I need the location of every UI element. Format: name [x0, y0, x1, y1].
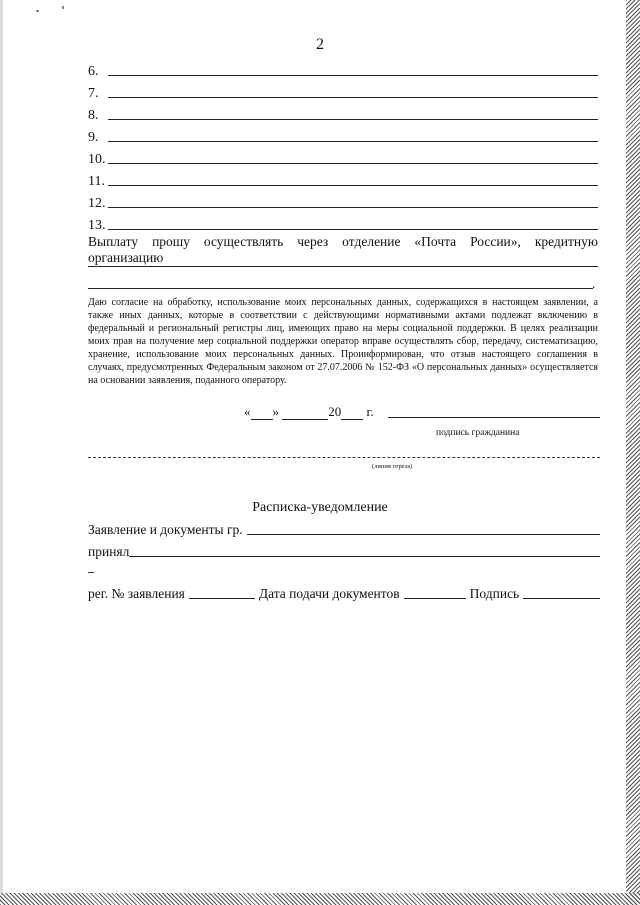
scan-edge-right: [626, 0, 640, 905]
date-row: [244, 404, 374, 420]
accepted-row: [88, 544, 600, 560]
numbered-line-13[interactable]: [88, 212, 598, 234]
payment-method-text: Выплату прошу осуществлять через отделение «Почта России», кредитную организацию: [88, 234, 598, 265]
period: .: [592, 276, 596, 291]
page-number: 2: [316, 36, 324, 53]
submission-date-label: Дата подачи документов: [258, 586, 400, 601]
payment-fill-line[interactable]: [88, 288, 593, 289]
numbered-line-8[interactable]: [88, 102, 598, 124]
numbered-line-10[interactable]: [88, 146, 598, 168]
line-number: 7.: [88, 86, 99, 101]
numbered-line-12[interactable]: [88, 190, 598, 212]
line-number: 6.: [88, 64, 99, 79]
signature-line[interactable]: [388, 417, 600, 418]
line-number: 12.: [88, 196, 106, 211]
reg-number-field[interactable]: [189, 598, 255, 599]
line-number: 11.: [88, 174, 105, 189]
fill-line[interactable]: [108, 163, 598, 164]
signature-caption: подпись гражданина: [436, 428, 520, 438]
fill-line[interactable]: [108, 75, 598, 76]
consent-paragraph: Даю согласие на обработку, использование моих персональных данных, содержащихся в настоящем заявлении, а также иных данных, которые в соответствии с действующими нормативными актами подлежат включению в федеральный и региональный регистры лиц, имеющих право на меры социальной поддержки. В целях реализации моих прав на получение мер социальной поддержки оператор вправе осуществлять сбор, передачу, систематизацию, хранение, использование моих персональных данных. Проинформирован, что отзыв настоящего соглашения в случаях, предусмотренных Федеральным законом от 27.07.2006 № 152-ФЗ «О персональных данных» осуществляется на основании заявления, поданного оператору.: [88, 297, 598, 386]
fill-line[interactable]: [108, 141, 598, 142]
numbered-line-9[interactable]: [88, 124, 598, 146]
receipt-signature-field[interactable]: [523, 598, 600, 599]
signature-label: Подпись: [469, 586, 520, 601]
month-field[interactable]: [282, 407, 328, 420]
fill-line[interactable]: [108, 97, 598, 98]
line-number: 13.: [88, 218, 106, 233]
year-field[interactable]: [341, 407, 363, 420]
day-field[interactable]: [251, 407, 273, 420]
line-number: 9.: [88, 130, 99, 145]
close-quote: »: [272, 404, 279, 419]
cut-caption: (линия отреза): [372, 463, 413, 470]
open-quote: «: [244, 404, 251, 419]
applicant-label: Заявление и документы гр.: [88, 522, 243, 537]
numbered-line-7[interactable]: [88, 80, 598, 102]
century-label: 20: [328, 404, 342, 419]
fill-line[interactable]: [108, 229, 598, 230]
fill-line[interactable]: [108, 119, 598, 120]
year-suffix: г.: [366, 404, 374, 419]
scan-edge-left: [0, 0, 3, 905]
scan-edge-bottom: [0, 893, 640, 905]
dash-mark: [88, 572, 94, 573]
receipt-title: Расписка-уведомление: [252, 500, 388, 515]
fill-line[interactable]: [108, 207, 598, 208]
scan-speck: [62, 6, 64, 9]
reg-number-label: рег. № заявления: [88, 586, 185, 601]
payment-fill-line[interactable]: [88, 266, 598, 267]
submission-date-field[interactable]: [404, 598, 466, 599]
line-number: 8.: [88, 108, 99, 123]
cut-line: [88, 457, 600, 458]
numbered-line-6[interactable]: [88, 58, 598, 80]
accepted-field[interactable]: [129, 556, 600, 557]
numbered-line-11[interactable]: [88, 168, 598, 190]
accepted-label: принял: [88, 544, 130, 559]
registration-row: [88, 586, 600, 602]
numbered-lines: [88, 58, 598, 234]
line-number: 10.: [88, 152, 106, 167]
applicant-field[interactable]: [247, 534, 600, 535]
scan-speck: [36, 10, 39, 12]
fill-line[interactable]: [108, 185, 598, 186]
applicant-row: [88, 522, 600, 538]
